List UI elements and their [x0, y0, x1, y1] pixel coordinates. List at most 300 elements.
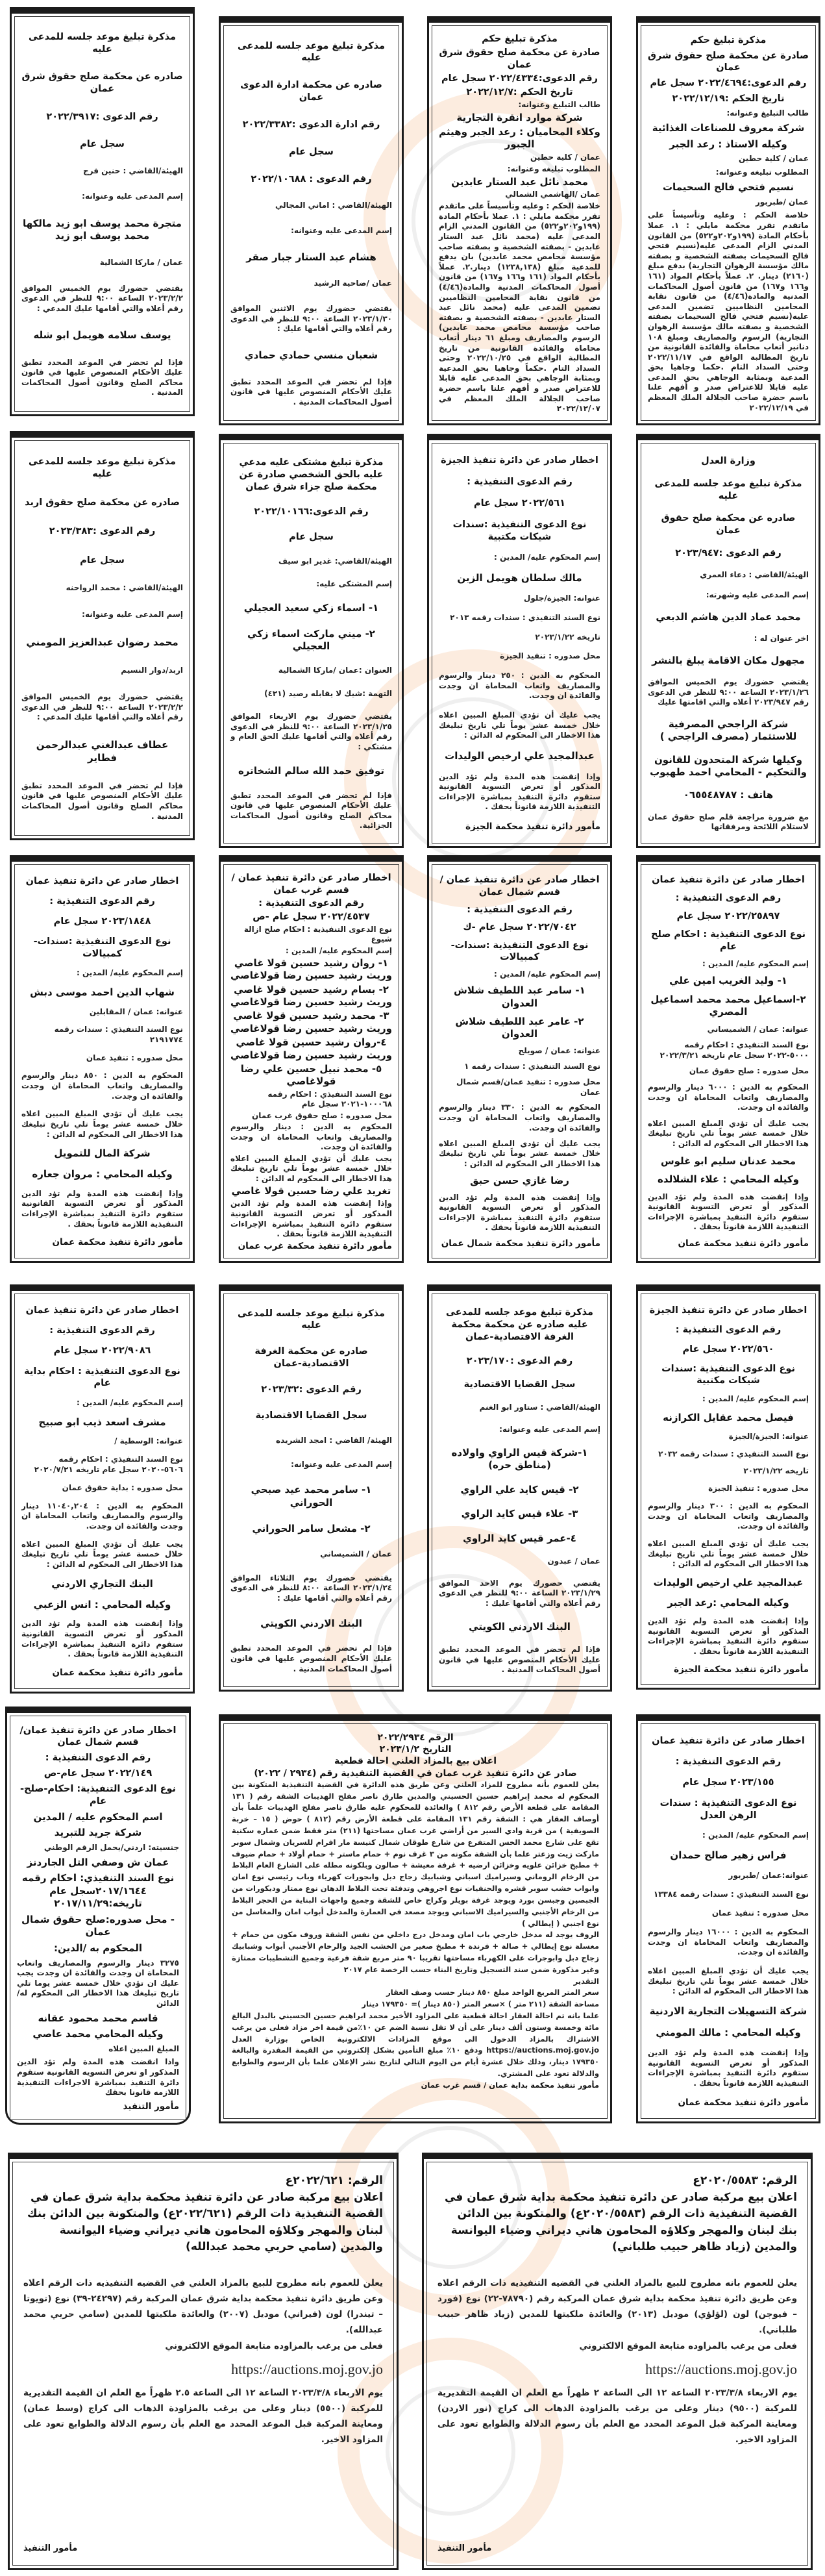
notice-field: إسم المدعى عليه وعنوانه:	[82, 609, 183, 619]
notice-heading: ٢٠٢٢/٤٥٣٧ سجل عام -ص	[252, 911, 370, 922]
notice-heading: صادرة عن محكمة صلح حقوق شرق عمان	[648, 50, 809, 73]
notice-heading: رقم الدعوى التنفيذية :	[675, 1324, 782, 1335]
notice-name: شهاب الدين احمد موسى دبش	[30, 986, 175, 998]
notice-field: محل صدوره : تنفيذ الجيزة	[708, 1484, 809, 1494]
notice-name: شركة موارد انقرة التجارية	[456, 112, 583, 124]
auction-website-link[interactable]: https://auctions.moj.gov.jo	[231, 2360, 383, 2377]
notice-name: محمد نائل عبد الستار عابدين	[451, 175, 588, 188]
spacer	[437, 2256, 797, 2275]
notice-heading: ٢٠٢٣/١٥٥ سجل عام	[682, 1777, 774, 1788]
notice-execution-561	[427, 434, 612, 848]
auction-website-link[interactable]: https://auctions.moj.gov.jo	[645, 2360, 797, 2377]
notice-field: نوع السند التنفيذي : احكام رقمه ٥٦٠٦-٢٠٢٠ سجل عام تاريخه ٢٠٢٠/٧/٢١	[34, 1455, 183, 1474]
notice-name: المحكوم به /الدين:	[54, 1942, 142, 1954]
notice-paragraph: فإذا لم تحضر في الموعد المحدد تطبق عليك الأحكام المنصوص عليها في قانون محاكم الصلح وقانون أصول المحاكمات المدنية .	[21, 357, 183, 397]
notice-field: عنوانه: الجيزة/جلول	[523, 594, 600, 603]
notice-execution-155	[636, 1714, 820, 2123]
notice-name: متجرة محمد يوسف ابو زيد مالكها محمد يوسف ابو زيد	[23, 217, 182, 242]
notice-field: المطلوب تبليغه وعنوانه:	[715, 168, 809, 177]
notice-heading: رقم الدعوى التنفيذية :	[49, 1325, 155, 1336]
notice-field: إسم المحكوم عليه/ المدين :	[286, 945, 392, 955]
notice-name: نوع السند التنفيذي: احكام رقمه ٢٠١٧/١٦٤٤سجل عام تاريخه:٢٠١٧/١١/٢٩	[21, 1872, 175, 1910]
notice-heading: اخطار صادر عن دائرة تنفيذ عمان	[25, 1305, 179, 1316]
notice-name: ٢- عامر عبد اللطيف شلاش العدوان	[455, 1015, 584, 1040]
notice-field: نوع السند التنفيذي : سندات رقمه ٢٠٣٢	[658, 1449, 809, 1458]
notice-field: الهيئة/القاضي : دعاء العمري	[700, 569, 809, 579]
notice-field: نوع السند التنفيذي : سندات رقمه ٢٠١٣	[450, 612, 600, 622]
notice-name: وكيله الاستاذ : رعد الجبر	[669, 138, 787, 150]
notice-signature: مأمور دائرة تنفيذ محكمة شمال عمان	[441, 1238, 600, 1249]
notice-signature: مأمور دائرة تنفيذ محكمة الجيزة	[465, 821, 600, 832]
notice-heading: رقم ادارة الدعوى :٢٠٢٢/٣٣٨٢	[242, 119, 380, 131]
notice-heading: مذكرة تبليغ موعد جلسه للمدعى عليه	[238, 40, 385, 64]
notice-paragraph: يوم الاربعاء ٢٠٢٣/٣/٨ الساعة ١٢ الى الساعة ٢.٥ ظهراً مع العلم ان القيمة التقديرية للمركبة (٥٥٠٠) دينار وعلى من يرغب بالمزاودة الذهاب الى كراج (وسط عمان) ومعاينة المركبة قبل الموعد المحدد مع العلم بأن رسوم الدلالة والطوابع تعود على المزاود الاخير.	[23, 2387, 384, 2445]
notice-name: ٣- محمد رشيد حسين قولا غاصي وريث رشيد حسين رضا قولاغاصي	[230, 1010, 392, 1034]
notice-name: مشرف اسعد ذيب ابو صبيح	[38, 1416, 166, 1428]
notice-heading: اخطار صادر عن دائرة تنفيذ عمان /قسم شمال عمان	[439, 875, 600, 897]
notice-paragraph: فإذا لم تحضر في الموعد المحدد تطبق عليك الأحكام المنصوص عليها في قانون أصول المحاكمات المدنية .	[230, 377, 392, 406]
notice-signature: مأمور التنفيذ	[23, 2544, 78, 2554]
notice-field: جنسيته: اردني/يحمل الرقم الوطني	[43, 1843, 179, 1853]
notice-heading: مذكرة تبليغ موعد جلسه للمدعى عليه	[29, 456, 176, 479]
notice-field: محل صدوره : صلح حقوق عمان	[689, 1066, 809, 1076]
notice-heading: مذكرة تبليغ موعد جلسه للمدعى عليه	[29, 31, 176, 55]
notice-paragraph: وإذا إنقضت هذه المدة ولم تؤد الدين المذكور أو تعرض التسوية القانونية ستقوم دائرة التنفيذ بمباشرة الإجراءات التنفيذية اللازمة قانوناً بحقك .	[648, 1616, 809, 1657]
notice-field: اربد/دوار النسيم	[121, 666, 183, 675]
notice-paragraph: واذا انقضت هذه المدة ولم تؤد الدين المذكور او تعرض التسويه القانونية ستقوم دائرة التنفيذ بمباشرة الاجراءات التنفيذية اللازمه قانونا بحقك	[17, 2057, 179, 2097]
notice-heading: نوع الدعوى التنفيذية :سندات-كمبيالات	[33, 936, 171, 960]
notice-paragraph: يجب عليك أن تؤدي المبلغ المبين اعلاه خلال خمسة عشر يوماً تلي تاريخ تبليغك هذا الاخطار الى المحكوم له الدائن :	[439, 1138, 600, 1168]
notice-name: شعبان منسي حمادي حمادي	[244, 349, 378, 361]
notice-name: شركة المال للتمويل	[54, 1147, 151, 1160]
notice-name: عبدالمجيد علي ارخيص الوليدات	[653, 1576, 804, 1588]
notice-signature: مأمور دائرة تنفيذ محكمة عمان	[52, 1237, 183, 1248]
notice-name: عبدالمجيد علي ارخيص الوليدات	[445, 750, 595, 762]
notice-field: الهيئة/القاضي : ستاور ابو الغنم	[479, 1403, 600, 1412]
notice-heading: اخطار صادر عن دائرة تنفيذ الجيزة	[649, 1305, 807, 1316]
notice-field: الهيئة/القاضي : حنين فرج	[82, 166, 183, 175]
notice-name: ٢-اسماعيل محمد محمد اسماعيل المصري	[650, 993, 806, 1018]
notice-paragraph: يقتضي حضورك يوم الاربعاء الموافق ٢٠٢٣/١/٢٥ الساعة ٩:٠٠ للنظر في الدعوى رقم أعلاه والتي أقامها عليك الحق العام و مشتكي :	[230, 712, 392, 751]
notice-name: عمان ش وصفي التل الجاردنز	[27, 1856, 169, 1868]
notice-heading: اعلان بيع مركبة صادر عن دائرة تنفيذ محكمة بداية شرق عمان في القضية التنفيذية ذات الرقم (٢٠٢٢/٦٢١ع) والمتكونة بين الدائن بنك لبنان والمهجر وكلاؤه المحامون هاني ديراني وضياء اليوانسة	[27, 2190, 383, 2237]
notice-name: شركة معروف للصناعات الغذائية	[652, 122, 805, 134]
notice-hearing-947	[636, 434, 820, 848]
notice-name: ٢- مشعل سامر الحوراني	[252, 1523, 371, 1535]
notice-heading: اعلان بيع بالمزاد العلني احالة قطعية	[334, 1756, 497, 1767]
notice-paragraph: يقتضي حضورك يوم الاحد الموافق ٢٠٢٣/١/٢٩ الساعة ٩:٠٠ للنظر في الدعوى رقم أعلاه والتي أقامها عليك :	[439, 1578, 600, 1608]
notice-field: عمان / عبدون	[547, 1557, 600, 1566]
notice-field: عمان / كلية حطين	[530, 153, 600, 162]
notice-heading: رقم الدعوى :٢٠٢٣/١٧٠	[466, 1355, 573, 1366]
notice-paragraph: المحكوم به الدين : ١١٠٤٠,٢٠٤ دينار والرسوم والمصاريف واتعاب المحاماة ان وجدت والفائدة ان وجدت.	[21, 1501, 183, 1531]
notice-heading: رقم الدعوى التنفيذية :	[675, 893, 782, 904]
notice-heading: والمدين (زياد ظاهر حبيب طلباني)	[612, 2240, 797, 2253]
notice-execution-1848	[10, 855, 195, 1263]
notice-name: وكيله المحامي : مالك المومني	[656, 2027, 801, 2039]
notice-field: العنوان :عمان /ماركا الشمالية	[278, 666, 392, 675]
notice-heading: تاريخ الحكم :٢٠٢٢/١٢/٧	[466, 87, 573, 98]
notice-criminal-10166	[219, 434, 404, 848]
notice-signature: مأمور دائرة تنفيذ محكمة عمان	[678, 1238, 809, 1249]
notice-name: فراس زهير صالح حمدان	[670, 1849, 787, 1862]
notice-paragraph: المحكوم به الدين : ٣٣٠ دينار والرسوم والمصاريف واتعاب المحاماة ان وجدت والفائدة ان وجدت.	[439, 1103, 600, 1132]
notice-execution-149	[5, 1707, 191, 2125]
notice-paragraph: المحكوم به الدين : دينار والرسوم والمصاريف واتعاب المحاماة ان وجدت والفائدة ان وجدت.	[230, 1122, 392, 1152]
notice-signature: مأمور دائرة تنفيذ محكمة غرب عمان	[238, 1240, 392, 1251]
notice-name: ١- اسماء زكي سعيد العجيلي	[243, 602, 379, 614]
notice-paragraph: يقتضي حضورك يوم الثلاثاء الموافق ٢٠٢٣/١/٢٤ الساعة ٨:٠٠ للنظر في الدعوى رقم أعلاه والتي أقامها عليك :	[230, 1573, 392, 1603]
notice-heading: ٢٠٢٢/٥٦١ سجل عام	[474, 498, 565, 509]
notice-field: محل صدوره : صلح حقوق غرب عمان	[251, 1110, 392, 1120]
notice-heading: رقم الدعوى:٢٠٢٢/١٠١٦٦	[254, 506, 369, 518]
notice-field: محل صدوره : تنفيذ عمان	[711, 1908, 809, 1918]
notice-name: ١- سامر عبد اللطيف شلاش العدوان	[454, 984, 585, 1009]
notice-paragraph: يجب عليك أن تؤدي المبلغ المبين اعلاه خلال خمسة عشر يوماً تلي تاريخ تبليغك هذا الاخطار الى المحكوم له الدائن :	[648, 1538, 809, 1569]
notice-heading: التاريخ ٢٠٢٣/١/٢	[379, 1744, 452, 1755]
notice-judgment-4694	[636, 16, 820, 425]
notice-heading: الرقم: ٢٠٢٢/٦٢١ع	[285, 2174, 383, 2187]
notice-name: شركة الراجحي المصرفية للاستثمار (مصرف الراجحي )	[659, 718, 797, 743]
notice-heading: صادره عن محكمة الغرفة الاقتصادية-عمان	[254, 1346, 368, 1369]
notice-field: التقدير	[573, 1976, 599, 1986]
notice-heading: صادر عن دائرة تنفيذ غرب عمان في القضية التنفيذية رقم (٢٩٣٤ / ٢٠٢٢)	[254, 1768, 577, 1779]
notice-field: تاريخه ٢٠٢٣/١/٢٢	[743, 1466, 809, 1476]
notice-heading: رقم الدعوى التنفيذية :	[467, 477, 573, 488]
notice-name: ١-شركة قيس الراوي واولاده (مناطق حره)	[451, 1446, 588, 1471]
notice-field: إسم المحكوم عليه/ المدين :	[77, 968, 183, 978]
notice-field: عنوانه:عمان /طبربور	[728, 1871, 809, 1881]
notice-heading: رقم الدعوى التنفيذية :	[467, 905, 573, 916]
notice-heading: اخطار صادر عن دائرة تنفيذ عمان	[25, 876, 179, 887]
notice-field: إسم المحكوم عليه/ المدين :	[494, 969, 600, 979]
notice-heading: مذكرة تبليغ موعد جلسه للمدعى عليه صادره عن محكمة محكمة الغرفة الاقتصادية-عمان	[446, 1307, 593, 1342]
notice-field: عمان / ماركا الشمالية	[99, 258, 183, 268]
notice-name: محمد رضوان عبدالعزيز المومني	[26, 636, 179, 649]
notice-field: محل صدوره : بداية حقوق عمان	[62, 1482, 183, 1492]
notice-heading: اعلان بيع مركبة صادر عن دائرة تنفيذ محكمة بداية شرق عمان في القضية التنفيذية ذات الرقم (٢٠٢٠/٥٥٨٣ع) والمتكونة بين الدائن بنك لبنان والمهجر وكلاؤه المحامون هاني ديراني وضياء اليوانسة	[444, 2190, 797, 2237]
notice-paragraph: وإذا إنقضت هذه المدة ولم تؤد الدين المذكور أو تعرض التسوية القانونية ستقوم دائرة التنفيذ بمباشرة الإجراءات التنفيذية اللازمة قانوناً بحقك .	[648, 2048, 809, 2088]
notice-execution-7042	[427, 855, 612, 1263]
notice-field: عمان /ضاحية الرشيد	[314, 279, 392, 288]
notice-signature: مأمور دائرة تنفيذ محكمة عمان	[678, 2097, 809, 2108]
notice-paragraph: فإذا لم تحضر في الموعد المحدد تطبق عليك الأحكام المنصوص عليها في قانون محاكم الصلح وقانون أصول المحاكمات الجزائية.	[230, 790, 392, 831]
notice-heading: الرقم: ٢٠٢٠/٥٥٨٣ع	[693, 2174, 797, 2187]
notice-signature: مأمور التنفيذ	[437, 2544, 492, 2554]
notice-name: ٢- بسام رشيد حسين قولا غاصي وريث رشيد حسين رضا قولاغاصي	[230, 983, 392, 1008]
notice-heading: نوع الدعوى التنفيذية :سندات شيكات مكتبية	[661, 1363, 795, 1386]
notice-heading: والمدين (سامي حربي محمد عبدالله)	[186, 2240, 383, 2253]
notice-field: سعر المتر المربع الواحد مبلغ ٨٥٠ دينار حسب وصف العقار	[386, 1988, 599, 1997]
notice-paragraph: يقتضي حضورك يوم الخميس الموافق ٢٠٢٣/١/٢٦ الساعة ٩:٠٠ للنظر في الدعوى رقم ٢٠٢٣/٩٤٧ أعلاه والتي اقامتها عليك	[648, 677, 809, 707]
notice-name: نسيم فتحي فالح السحيمات	[662, 181, 794, 193]
notice-field: محل صدوره : تنفيذ عمان	[86, 1053, 183, 1062]
notice-paragraph: يجب عليك أن تؤدي المبلغ المبين اعلاه خلال خمسة عشر يوماً تلي تاريخ تبليغك هذا الاخطار الى المحكوم له الدائن :	[230, 1153, 392, 1183]
notice-name: محمد عماد الدين هاشم الدبعي	[656, 610, 801, 623]
notice-heading: وزارة العدل	[701, 455, 756, 466]
notice-name: ١- روان رشيد حسين قولا غاصي وريث رشيد حسين رضا قولاغاصي	[230, 957, 392, 982]
notice-paragraph: يجب عليك أن تؤدي المبلغ المبين اعلاه خلال خمسة عشر يوماً تلي تاريخ تبليغك هذا الاخطار الى المحكوم له الدائن :	[648, 1966, 809, 1996]
notice-field: إسم المدعى عليه وعنوانه:	[291, 1460, 392, 1469]
notice-field: عنوانه: عمان / المقابلين	[89, 1007, 183, 1016]
notice-name: هاتف : ٠٦٥٥٤٨٧٨٧	[683, 789, 774, 801]
notice-hearing-32	[219, 1284, 404, 1692]
notice-paragraph: خلاصة الحكم : وعليه وتأسيساً على ماتقدم تقرر محكمة مايلي : ١. عملا بأحكام المادة (١٩٩و٢٠٢و٥٢٢) من القانون المدني الزام المدعى عليه (محمد نائل عبد الستار عابدين - بصفته الشخصية و بصفته صاحب مؤسسة محامص محمد عابدين) بان يدفع للمدعية مبلغ (١٢٣٨,١٣٨) دينار.٢. عملاً بأحكام المواد (١٦١ و١٦٦ و١٦٧) من قانون أصول المحاكمات المدنية والمادة(٤/٤٦) من قانون نقابة المحامين النظاميين تضمين المدعى عليه (محمد نائل عبد الستار عابدين - بصفته الشخصية و بصفته صاحب مؤسسة محامص محمد عابدين) الرسوم والمصاريف ومبلغ ٦١ دينار أتعاب محاماة والفائدة القانونية من تاريخ المطالبة الواقع في ٢٠٢٢/١٠/٢٥ وحتى السداد التام .حكماً وجاهيا بحق المدعية وبمثابة الوجاهي بحق المدعى عليه قابلا للاعتراض صدر و أفهم علنا باسم حضرة صاحب الجلالة الملك المعظم في ٢٠٢٢/١٢/٠٧	[439, 201, 601, 414]
notice-signature: مأمور دائرة تنفيذ محكمة عمان	[52, 1668, 183, 1679]
notice-name: ٣- علاء قيس كايد الراوي	[461, 1508, 578, 1520]
notice-name: مالك سلطان هويمل الزبن	[457, 571, 582, 584]
notice-paragraph: يقتضي حضورك يوم الخميس الموافق ٢٠٢٣/٢/٢ الساعة ٩:٠٠ للنظر في الدعوى رقم أعلاه والتي أقامها عليك المدعي :	[21, 692, 183, 722]
notice-property-auction-2934	[219, 1714, 612, 2123]
notice-heading: نوع الدعوى التنفيذية : سندات الرهن العدل	[659, 1798, 797, 1821]
notice-field: الهيئة/القاضي : محمد الرواحنه	[66, 582, 183, 592]
notice-heading: ٢٠٢٣/١٨٤٨ سجل عام	[53, 916, 151, 927]
notice-execution-560	[636, 1284, 820, 1690]
notice-paragraph: وإذا إنقضت هذه المدة ولم تؤد الدين المذكور أو تعرض التسوية القانونية ستقوم دائرة التنفيذ بمباشرة الإجراءات التنفيذية اللازمة قانوناً بحقك .	[439, 1192, 600, 1232]
notice-signature: مأمور تنفيذ محكمة بداية عمان / قسم غرب عمان	[421, 2080, 599, 2090]
notice-field: إسم المحكوم عليه/ المدين :	[702, 1831, 809, 1840]
notice-hearing-3382	[219, 16, 404, 425]
notice-heading: صادره عن محكمة ادارة الدعوى عمان	[240, 80, 382, 103]
notice-name: وكيله المحامي :رعد الجبر	[667, 1596, 789, 1608]
notice-heading: رقم الدعوى :٢٠٢٢/٣٩١٧	[46, 111, 158, 122]
vehicle-sale-621	[8, 2153, 399, 2570]
notice-field: نوع الدعوى التنفيذية : احكام صلح ازالة شيوع	[243, 924, 392, 944]
notice-heading: رقم الدعوى :٢٠٢٣/٣٢	[261, 1384, 362, 1395]
notice-paragraph: فإذا لم تحضر في الموعد المحدد تطبق عليك الأحكام المنصوص عليها في قانون أصول المحاكمات المدنية .	[230, 1644, 392, 1673]
notice-heading: ٢٠٢٢/٢٥٨٩٧ سجل عام	[676, 911, 780, 922]
notice-heading: صادرة عن محكمة صلح حقوق شرق عمان	[439, 47, 600, 71]
notice-name: رضا غازي حسن حبق	[470, 1174, 569, 1186]
notice-heading: سجل عام	[80, 139, 125, 150]
notice-hearing-383	[10, 431, 195, 840]
notice-name: ١- وليد الغريب امين علي	[669, 975, 787, 987]
notice-heading: اخطار صادر عن دائرة تنفيذ الجيزة	[441, 455, 598, 466]
notice-heading: رقم الدعوى التنفيذية :	[45, 1753, 151, 1764]
notice-heading: رقم الدعوى التنفيذية :	[258, 898, 364, 909]
notice-paragraph: الروف يوجد له مدخل خارجي باب امان ومدخل درج داخلي من نفس الشقة وروف مكون من حمام + مغسلة نوع إيطالي + صالة + فرندة + مطبخ صغير من الخشب الجيد والرخام الأجنبي أبواب وشبابيك زجاج دبل وابوجرات على الكهرباء مساحتها تقريبا ٩٠ متر مربع شقة فرعية وجميع التشطيبات ممتازة وغير مذكورة ضمن سند التسجيل وتاريخ البناء حسب الرخصة عام ٢٠١٧	[232, 1930, 600, 1974]
notice-heading: رقم الدعوى:٢٠٢٢/٤٣٣٤ سجل عام	[441, 73, 598, 84]
notice-name: ٥- محمد نبيل حسين علي رضا قولاغاصي	[240, 1062, 382, 1088]
notice-heading: سجل عام	[289, 531, 334, 542]
notice-field: طالب التبليغ وعنوانه:	[518, 100, 600, 110]
notice-paragraph: يجب عليك أن تؤدي المبلغ المبين اعلاه خلال خمسة عشر يوماً تلي تاريخ تبليغك هذا الاخطار الى المحكوم له الدائن :	[439, 710, 600, 740]
notice-field: إسم المدعى عليه وعنوانه:	[499, 1424, 600, 1434]
notice-heading: سجل عام	[289, 147, 334, 158]
notice-field: إسم المدعى عليه وعنوانه:	[82, 192, 183, 201]
notice-heading: مذكرة تبليغ حكم	[690, 34, 767, 45]
notice-name: البنك التجاري الاردني	[51, 1577, 153, 1590]
notice-paragraph: مع ضرورة مراجعة قلم صلح حقوق عمان لاستلام اللائحة ومرفقاتها	[648, 812, 809, 832]
notice-name: شركة جريد للتبريد	[54, 1827, 142, 1839]
notice-paragraph: وإذا إنقضت هذه المدة ولم تؤد الدين المذكور أو تعرض التسوية القانونية ستقوم دائرة التنفيذ بمباشرة الإجراءات التنفيذية اللازمة قانوناً بحقك .	[648, 1192, 809, 1232]
notice-heading: اخطار صادر عن دائرة تنفيذ عمان	[652, 1735, 805, 1746]
notice-heading: سجل القضايا الاقتصادية	[255, 1410, 367, 1421]
notice-name: - محل صدوره:صلح حقوق شمال عمان	[21, 1913, 175, 1938]
notice-field: الهيئة/القاضي: غدير ابو سيف	[278, 556, 392, 566]
notice-name: البنك الاردني الكويتي	[260, 1617, 362, 1629]
notice-hearing-170	[427, 1284, 612, 1692]
notice-signature: مأمور دائرة تنفيذ محكمة الجيزة	[674, 1664, 809, 1675]
notice-field: إسم المدعى عليه وشهرته:	[706, 590, 809, 600]
notice-field: الهيئة/القاضي : اماني المجالي	[275, 201, 392, 210]
notice-paragraph: يوم الاربعاء ٢٠٢٣/٣/٨ الساعة ١٢ الى الساعة ٢ ظهراً مع العلم ان القيمة التقديرية للمركبة (٩٥٠٠) دينار وعلى من يرغب بالمزاودة الذهاب الى كراج (نور الاردن) ومعاينة المركبة قبل الموعد المحدد مع العلم بأن رسوم الدلالة والطوابع تعود على المزاود الاخير.	[437, 2387, 798, 2445]
vehicle-sale-5583	[422, 2153, 813, 2570]
notice-heading: صادره عن محكمة صلح حقوق شرق عمان	[21, 71, 183, 95]
notice-paragraph: وإذا إنقضت هذه المدة ولم تؤد الدين المذكور أو تعرض التسوية القانونية ستقوم دائرة التنفيذ بمباشرة الإجراءات التنفيذية اللازمة قانوناً بحقك .	[21, 1188, 183, 1229]
notice-paragraph: المحكوم به الدين : ٣٠٠ دينار والرسوم والمصاريف واتعاب المحاماة ان وجدت والفائدة ان وجدت.	[648, 1501, 809, 1531]
notice-field: طالب التبليغ وعنوانه:	[726, 108, 809, 118]
notice-field: إسم المحكوم عليه/ المدين :	[702, 958, 809, 968]
notice-field: عنوانه: الوسطية /	[114, 1436, 183, 1446]
notice-name: تغريد علي رضا حسين قولا غاصي	[231, 1185, 391, 1197]
notice-execution-25897	[636, 855, 820, 1263]
notice-name: ٢- ميني ماركت اسماء زكي العجيلي	[247, 627, 375, 653]
notice-field: إسم المحكوم عليه/ المدين :	[494, 552, 600, 562]
notice-heading: رقم الدعوى التنفيذية :	[49, 896, 155, 907]
notice-name: ٢- قيس كايد علي الراوي	[460, 1483, 579, 1495]
notice-heading: نوع الدعوى التنفيذية :سندات شيكات مكتبية	[452, 519, 587, 542]
notice-judgment-4334	[427, 16, 612, 425]
notice-paragraph: يعلن للعموم بأنه مطروح للمزاد العلني وعن طريق هذه الدائرة في القضية التنفيذية المتكونة بين المحكوم له محمد إبراهيم حسين الحسيني والمدين طارق ناصر مفلح الهديبات الشقة رقم ( ١٣١ المقامة على قطعة الأرض رقم ٨١٢ ) والعائدة للمحكوم عليه طارق ناصر مفلح الهديبات علماً بأن أوصاف العقار هي : الشقة رقم ١٣١ المقامة على قطعة الأرض رقم (٨١٢ ) حوض ( ١٥ – خربة الصويفية ) من قرية وادي السير من أراضي غرب عمان مساحتها (٢١١) متر فقط ضمن عماره سكنية تقع على شارع محمد الخس المتفرع من شارع طوقان شمال كنيسة مار افرام للسريان وشمال سوبر ماركت زيت وزعتر علما بأن الشقة مكونه من ٣ غرف نوم + حمام ماستر + حمام أولاد + حمام ضيوف + مطبخ خزائن علويه وخزائن ارضيه + غرفة معيشة + صالون وبلكونه مطله على الشارع العام البلاط من الرخام الروماني وسيراميك اسباني وشبابيك زجاج دبل وابجورات كهرباء وباب رئيسي نوع امان وابواب خشب سوبر قشره والحنفيات نوع اجروهي وتدفئة تحت البلاط الدهان نوع ممتاز وديكورات من الجبصين وجبسن بورد ويوجد غرفة بويلر وكراج خاص للشقة وجميع واجهات البناية من الحجر البلاط من الرخام الأجنبي والسيراميك الاسباني ويوجد مصعد في العمارة والمدخل أبواب امان والمغاسل من نوع اجنبي ( إيطالي )	[232, 1779, 600, 1928]
notice-heading: ٢٠٢٢/٧٠٤٢ سجل عام -ك	[463, 922, 576, 933]
notice-paragraph: علما بانه تم احالة العقار احالة قطعية على المزاود الأخير محمد ابراهيم حسين الحسيني بالبدل البالغ مائة وخمسة وستون ألف دينار على أن لا تقل نسبة الضم عن ١٠٪من قيمة اخر مزاد فعلى من يرغب الاشتراك بالمزاد الدخول الى موقع المزادات الالكترونية الخاص بوزارة العدل https://auctions.moj.gov.jo ودفع ١٠٪ مبلغ التأمين بشكل إلكتروني من القيمة المقدرة والبالغة ١٧٩٣٥٠ دينار، وذلك خلال عشرة أيام من اليوم التالي لتاريخ نشر الإعلان علما بأن الرسوم والطوابع والدلالة تعود على المشتري.	[232, 2011, 599, 2079]
notice-name: مجهول مكان الاقامة يبلغ بالنشر	[652, 654, 805, 666]
notice-heading: الرقم ٢٠٢٢/٢٩٣٤	[377, 1732, 454, 1743]
notice-field: المطلوب تبليغه وعنوانه:	[507, 164, 600, 173]
notice-paragraph: المحكوم به الدين : ٦٠٠٠ دينار والرسوم والمصاريف واتعاب المحاماة ان وجدت والفائدة ان وجدت.	[648, 1082, 809, 1112]
notice-heading: رقم الدعوى:٢٠٢٢/٤٦٩٤ سجل عام	[650, 78, 807, 89]
notice-heading: نوع الدعوى التنفيذية :سندات-كمبيالات	[450, 940, 589, 963]
notice-paragraph: يعلن للعموم بانه مطروح للبيع بالمزاد العلني في القضيه التنفيذيه ذات الرقم اعلاه وعن طريق دائرة تنفيذ محكمة بداية شرق عمان المركبة رقم (٢٤٢٩٧-٣٩) نوع (تويوتا – تيندرا) لون (فيراني) موديل (٢٠٠٧) والعائدة ملكيتها للمدين (سامي حربي محمد عبدالله).	[23, 2277, 383, 2336]
notice-paragraph: وإذا إنقضت هذه المدة ولم تؤد الدين المذكور أو تعرض التسوية القانونية ستقوم دائرة التنفيذ بمباشرة الإجراءات التنفيذية اللازمة قانوناً بحقك .	[21, 1619, 183, 1659]
notice-paragraph: يجب عليك أن تؤدي المبلغ المبين اعلاه خلال خمسة عشر يوماً تلي تاريخ تبليغك هذا الاخطار الى المحكوم له الدائن :	[21, 1539, 183, 1569]
notice-paragraph: فإذا لم تحضر في الموعد المحدد تطبق عليك الأحكام المنصوص عليها في قانون أصول المحاكمات المدنية .	[439, 1645, 600, 1675]
notice-paragraph: يقتضي حضورك يوم الخميس الموافق ٢٠٢٣/٢/٢ الساعة ٩:٠٠ للنظر في الدعوى رقم أعلاه والتي أقامها عليك المدعي :	[21, 283, 183, 314]
notice-field: نوع السند التنفيذي : سندات رقمه ٢١٩١٧٧٤	[54, 1025, 183, 1044]
notice-field: تاريخه ٢٠٢٣/١/٢٢	[535, 632, 600, 642]
notice-heading: سجل عام	[80, 555, 125, 566]
notice-field: المبلغ المبين اعلاه	[108, 2044, 179, 2053]
notice-heading: ٢٠٢٢/٩٠٨٦ سجل عام	[53, 1345, 151, 1357]
notice-field: التهمة :شيك لا يقابله رصيد (٤٢١)	[264, 688, 392, 698]
notice-heading: تاريخ الحكم :٢٠٢٢/١٢/١٩	[672, 94, 785, 105]
notice-field: نوع السند التنفيذي : سندات رقمه ١٣٣٨٤	[653, 1890, 809, 1899]
notice-heading: صادره عن محكمة صلح حقوق عمان	[661, 513, 796, 536]
notice-field: نوع السند التنفيذي : سندات رقمه ١	[464, 1062, 600, 1071]
notice-field: الهيئة/ القاضي : امجد الشريده	[276, 1436, 392, 1445]
notice-paragraph: ٣٢٧٥ دينار والرسوم والمصاريف واتعاب المحاماة ان وجدت والفائدة ان وجدت يجب عليك ان تؤدي خلال خمسة عشر يوما تلي تاريخ تبليغك هذا الاخطار الى المحكوم له/ الدائن	[17, 1958, 179, 2008]
notice-heading: مذكرة تبليغ مشتكى عليه مدعي عليه بالحق الشخصي صادرة عن محكمة صلح جزاء شرق عمان	[239, 456, 384, 492]
notice-name: اسم المحكوم عليه / المدين	[33, 1810, 163, 1823]
notice-field: إسم المحكوم عليه/ المدين :	[702, 1394, 809, 1404]
notice-name: وكيله المحامي : علاء الشلالده	[658, 1173, 799, 1186]
notice-heading: ٢٠٢٢/١٤٩ سجل عام-ص	[43, 1768, 153, 1779]
notice-name: يوسف سلامه هويمل ابو شله	[33, 329, 171, 342]
notice-heading: رقم الدعوى التنفيذية :	[675, 1756, 782, 1767]
notice-field: عنوانه: عمان / صويلح	[518, 1046, 600, 1056]
notice-name: فيصل محمد عقايل الكرازنه	[663, 1412, 794, 1424]
notice-paragraph: يجب عليك أن تؤدي المبلغ المبين اعلاه خلال خمسة عشر يوماً تلي تاريخ تبليغك هذا الاخطار الى المحكوم له الدائن :	[648, 1118, 809, 1148]
notice-paragraph: وإذا إنقضت هذه المدة ولم تؤد الدين المذكور أو تعرض التسوية القانونية ستقوم دائرة التنفيذ بمباشرة الإجراءات التنفيذية اللازمة قانوناً بحقك .	[230, 1199, 392, 1239]
notice-field: إسم المشتكى عليه:	[316, 579, 392, 588]
notice-paragraph: المحكوم به الدين : ٨٥٠ دينار والرسوم والمصاريف واتعاب المحاماة ان وجدت والفائدة ان وجدت.	[21, 1071, 183, 1101]
notice-name: هشام عبد الستار جبار صقر	[246, 251, 376, 263]
notice-name: وكيلها شركة المتحدون للقانون والتحكيم - المحامي احمد طهبوب	[650, 753, 807, 779]
notice-field: عمان /الهاشمي الشمالي	[505, 190, 600, 199]
notice-heading: نوع الدعوى التنفيذية : احكام بداية عام	[24, 1366, 180, 1389]
notice-paragraph: يقتضي حضورك يوم الاثنين الموافق ٢٠٢٣/١/٣٠ الساعة ٩:٠٠ للنظر في الدعوى رقم أعلاه والتي أقامها عليك :	[230, 304, 392, 334]
notice-paragraph: وإذا إنقضت هذه المدة ولم تؤد الدين المذكور أو تعرض التسوية القانونية ستقوم دائرة التنفيذ بمباشرة الإجراءات التنفيذية اللازمة قانوناً بحقك .	[439, 771, 600, 812]
notice-paragraph: خلاصة الحكم : وعليه وتأسيساً على ماتقدم تقرر محكمة مايلي : ١. عملا بأحكام المادة (١٩٩و٢٠٢و٥٢٢) من القانون المدني الزام المدعى عليه(نسيم فتحي فالح السحيمات بصفته الشخصية و بصفته مالك مؤسسة الرهوان التجارية) بدفع مبلغ (٢١٦٠) دينار. ٢. عملاً بأحكام المواد (١٦١ و١٦٦ و١٦٧) من قانون أصول المحاكمات المدنية والمادة(٤/٤٦) من قانون نقابة المحامين النظاميين تضمين المدعى عليه(نسيم فتحي فالح السحيمات بصفته الشخصية و بصفته مالك مؤسسة الرهوان التجارية) الرسوم والمصاريف ومبلغ ١٠٨ دنانير أتعاب محاماة والفائدة القانونية من تاريخ المطالبة الواقع في ٢٠٢٢/١١/١٧ وحتى السداد التام .حكما وجاهيا بحق المدعية وبمثابة الوجاهي بحق المدعى عليه قابلا للاعتراض صدر و أفهم علنا باسم حضرة صاحب الجلالة الملك المعظم في ٢٠٢٢/١٢/١٩	[648, 210, 809, 412]
notice-name: وكيله المحامي : مروان جعاره	[32, 1168, 173, 1181]
notice-name: البنك الاردني الكويتي	[469, 1620, 571, 1632]
notice-heading: نوع الدعوى التنفيذية : احكام صلح عام	[650, 929, 806, 952]
notice-field: محل صدوره : تنفيذ الجيزة	[500, 651, 600, 661]
notice-name: محمد عدنان سليم ابو غلوس	[660, 1155, 796, 1167]
notice-heading: رقم الدعوى :٢٠٢٣/٩٤٧	[675, 547, 782, 558]
notice-paragraph: فإذا لم تحضر في الموعد المحدد تطبق عليك الأحكام المنصوص عليها في قانون محاكم الصلح وقانون أصول المحاكمات المدنية .	[21, 781, 183, 821]
notice-paragraph: يجب عليك أن تؤدي المبلغ المبين اعلاه خلال خمسة عشر يوماً تلي تاريخ تبليغك هذا الاخطار الى المحكوم له الدائن :	[21, 1109, 183, 1139]
notice-field: عنوانه: عمان / الشميساني	[707, 1024, 809, 1034]
notice-field: عنوانه: الجيزة/الجيزة	[728, 1431, 809, 1441]
notice-heading: صادره عن محكمة صلح حقوق اربد	[25, 497, 180, 508]
spacer	[23, 2256, 383, 2275]
notice-heading: سجل القضايا الاقتصادية	[463, 1379, 576, 1390]
notice-execution-4537	[219, 855, 404, 1263]
notice-field: مساحة الشقة (٢١١ متر ) ×سعر المتر (٨٥٠ دينار )= ١٧٩٣٥٠ دينار	[362, 1999, 599, 2009]
notice-heading: مذكرة تبليغ حكم	[482, 34, 558, 45]
notice-field: محل صدوره : تنفيذ عمان/قسم شمال عمان	[456, 1077, 600, 1097]
notice-name: وكلاء المحاميان : رعد الجبر وهيثم الجبور	[439, 125, 600, 151]
notice-paragraph: المحكوم به الدين : ٢٥٠ دينار والرسوم والمصاريف واتعاب المحاماة ان وجدت والفائدة ان وجدت.	[439, 671, 600, 701]
notice-heading: اخطار صادر عن دائرة تنفيذ عمان/قسم شمال عمان	[19, 1725, 177, 1748]
notice-name: وكيله المحامي محمد عاصي	[32, 2028, 164, 2040]
notice-heading: ٢٠٢٢/٥٦٠ سجل عام	[682, 1344, 774, 1355]
notice-paragraph: فعلى من يرغب بالمزاوده متابعة الموقع الالكتروني	[579, 2340, 797, 2351]
notice-name: عطاف عبدالغني عبدالرحمن فطاير	[36, 739, 169, 764]
notice-field: عمان / الشميساني	[320, 1549, 392, 1558]
notice-name: ٤-عمر قيس كايد الراوي	[463, 1532, 576, 1544]
notice-field: نوع السند التنفيذي : احكام رقمه ٥٠٠٠-٢٠٢٢ سجل عام تاريخه ٢٠٢٢/٣/٢١	[659, 1040, 809, 1060]
notice-name: توفيق حمد الله سالم الشخاتره	[238, 765, 384, 777]
notice-heading: نوع الدعوى التنفيذية: احكام-صلح-عام	[19, 1784, 177, 1807]
notice-heading: رقم الدعوى : ٢٠٢٢/١٠٦٨٨	[251, 174, 372, 185]
notice-hearing-3917	[10, 7, 195, 416]
notice-execution-9086	[10, 1284, 195, 1694]
notice-heading: اخطار صادر عن دائرة تنفيذ عمان /قسم غرب عمان	[231, 872, 391, 895]
notice-field: عمان /طبربور	[755, 197, 809, 206]
notice-field: نوع السند التنفيذي : احكام رقمه ١٠٠٠٦٨-٢٠٢١ سجل عام	[267, 1089, 392, 1109]
notice-heading: مذكرة تبليغ موعد جلسه للمدعى عليه	[238, 1308, 385, 1331]
notice-name: قاسم محمد محمود عقانه	[38, 2012, 158, 2024]
notice-paragraph: يعلن للعموم بانه مطروح للبيع بالمزاد العلني في القضيه التنفيذيه ذات الرقم اعلاه وعن طريق دائرة تنفيذ محكمة بداية شرق عمان المركبة رقم (٧٨٧٩٠-٢٢) نوع (فورد – فيوجن) لون (لؤلؤي) موديل (٢٠١٣) والعائدة ملكيتها للمدين (زياد ظاهر حبيب طلباني).	[437, 2277, 798, 2336]
notice-field: عمان / كلية حطين	[739, 154, 809, 164]
notice-field: إسم المدعى عليه وعنوانه:	[291, 225, 392, 235]
notice-name: ٤-روان رشيد حسين قولا غاصي وريث رشيد حسين رضا قولاغاصي	[230, 1036, 392, 1061]
notice-paragraph: المحكوم به الدين : ١٦٠٠٠ دينار والرسوم والمصاريف واتعاب المحاماة ان وجدت والفائدة ان وجدت.	[648, 1927, 809, 1957]
notice-signature: مأمور التنفيذ	[123, 2101, 179, 2112]
notice-name: وكيله المحامي : انس الزعبي	[33, 1598, 171, 1610]
notice-heading: رقم الدعوى :٢٠٢٣/٣٨٣	[49, 526, 156, 537]
notice-paragraph: فعلى من يرغب بالمزاوده متابعة الموقع الالكتروني	[165, 2340, 383, 2351]
notice-heading: اخطار صادر عن دائرة تنفيذ عمان	[652, 875, 805, 886]
notice-name: ١- سامر محمد عيد صبحي الحوراني	[251, 1484, 372, 1508]
notice-heading: مذكرة تبليغ موعد جلسه للمدعى عليه	[654, 478, 802, 501]
notice-field: اخر عنوان له :	[754, 634, 809, 644]
notice-name: شركة التسهيلات التجارية الاردنية	[649, 2005, 807, 2018]
notice-field: إسم المحكوم عليه/ المدين :	[77, 1397, 183, 1407]
